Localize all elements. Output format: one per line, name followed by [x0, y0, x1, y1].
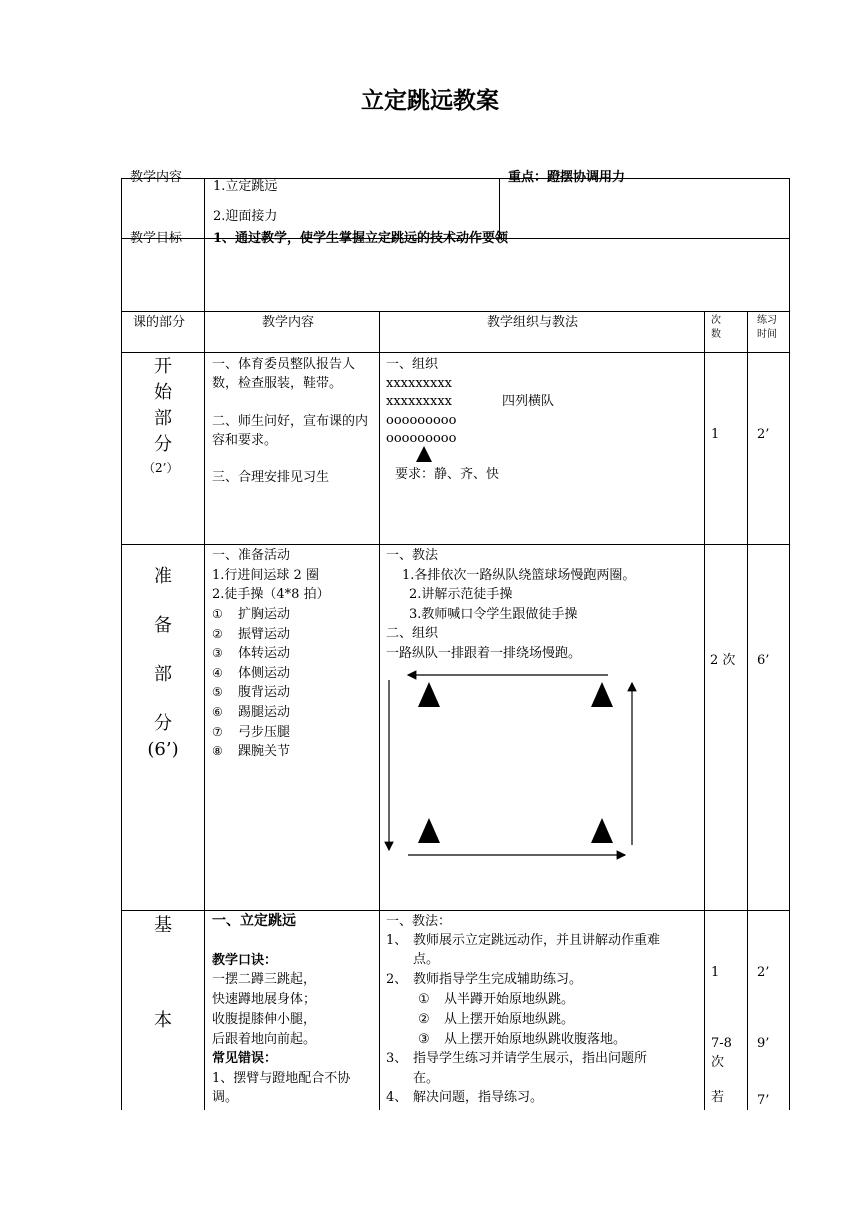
prep-method-3: 2.讲解示范徒手操 [409, 587, 513, 602]
start-part-char-1: 开 [154, 356, 172, 377]
basic-method-title: 一、教法： [386, 914, 452, 929]
method-sub-text-2: 从上摆开始原地纵跳。 [444, 1012, 575, 1027]
prep-content-3: 2.徒手操（4*8 拍） [212, 587, 330, 602]
exercise-label: 扩胸运动 [238, 607, 291, 622]
content-item-1: 1.立定跳远 [213, 179, 278, 194]
start-org-title: 一、组织 [386, 357, 439, 372]
start-part-char-4: 分 [154, 434, 172, 455]
basic-count-4: 若 [711, 1090, 725, 1105]
chant-line-1: 一摆二蹲三跳起， [212, 972, 317, 987]
header-time-2: 时间 [757, 329, 777, 340]
chant-title: 教学口诀： [212, 953, 278, 968]
formation-row-3: ooooooooo [386, 413, 457, 428]
content-item-2: 2.迎面接力 [213, 209, 278, 224]
method-sub-text-1: 从半蹲开始原地纵跳。 [444, 992, 575, 1007]
goal-label: 教学目标 [130, 231, 183, 246]
method-text-2: 教师指导学生完成辅助练习。 [413, 972, 583, 987]
method-sub-num-2: ② [418, 1012, 430, 1027]
start-content-3: 三、合理安排见习生 [212, 470, 330, 485]
exercise-label: 腹背运动 [238, 685, 291, 700]
start-count: 1 [711, 427, 720, 442]
prep-method-4: 3.教师喊口令学生跟做徒手操 [409, 607, 578, 622]
prep-part-time: (6’) [147, 739, 179, 760]
exercise-number: ⑤ [212, 685, 223, 699]
prep-content-2: 1.行进间运球 2 圈 [212, 568, 319, 583]
exercise-label: 弓步压腿 [238, 725, 291, 740]
prep-part-char-1: 准 [154, 566, 172, 587]
formation-row-1: xxxxxxxxx [386, 376, 452, 391]
prep-method-6: 一路纵队一排跟着一排绕场慢跑。 [386, 646, 582, 661]
method-sub-num-1: ① [418, 992, 430, 1007]
exercise-label: 体侧运动 [238, 666, 291, 681]
prep-method-1: 一、教法 [386, 548, 439, 563]
basic-heading: 一、立定跳远 [212, 913, 296, 929]
method-num-1: 1、 [386, 933, 408, 948]
header-count-2: 数 [711, 329, 721, 340]
start-time: 2’ [757, 427, 770, 442]
error-line-1: 1、摆臂与蹬地配合不协 [212, 1071, 351, 1086]
basic-time-1: 2’ [757, 965, 770, 980]
goal-text: 1、通过教学，使学生掌握立定跳远的技术动作要领 [213, 231, 509, 246]
basic-count-1: 1 [711, 965, 720, 980]
header-part: 课的部分 [133, 315, 186, 330]
exercise-number: ③ [212, 646, 223, 660]
method-sub-num-3: ③ [418, 1032, 430, 1047]
method-cont-1: 点。 [413, 952, 440, 967]
start-part-char-2: 始 [154, 382, 172, 403]
marker-triangle-icon [418, 682, 440, 707]
marker-triangle-icon [591, 682, 613, 707]
prep-method-5: 二、组织 [386, 626, 439, 641]
prep-time: 6’ [757, 653, 770, 668]
basic-time-2: 9’ [757, 1036, 770, 1051]
basic-time-3: 7’ [757, 1093, 770, 1108]
marker-triangle-icon [418, 818, 440, 843]
start-content-2: 二、师生问好，宣布课的内容和要求。 [212, 414, 369, 448]
basic-part-char-1: 基 [154, 915, 172, 936]
content-label: 教学内容 [130, 170, 183, 185]
method-text-1: 教师展示立定跳远动作，并且讲解动作重难 [413, 933, 661, 948]
exercise-label: 踢腿运动 [238, 705, 291, 720]
header-count-1: 次 [711, 315, 721, 326]
start-requirement: 要求：静、齐、快 [395, 467, 500, 482]
chant-line-3: 收腹提膝伸小腿， [212, 1012, 317, 1027]
exercise-number: ④ [212, 666, 223, 680]
header-content: 教学内容 [262, 315, 315, 330]
prep-count: 2 次 [710, 653, 736, 668]
method-cont-3: 在。 [413, 1071, 440, 1086]
prep-part-char-3: 部 [154, 664, 172, 685]
method-sub-text-3: 从上摆开始原地纵跳收腹落地。 [444, 1032, 627, 1047]
marker-triangle-icon [591, 818, 613, 843]
exercise-number: ⑧ [212, 744, 223, 758]
basic-count-3: 次 [711, 1055, 725, 1070]
exercise-label: 踝腕关节 [238, 744, 291, 759]
exercise-label: 振臂运动 [238, 627, 291, 642]
method-num-2: 2、 [386, 972, 408, 987]
prep-part-char-2: 备 [154, 615, 172, 636]
start-part-char-3: 部 [154, 408, 172, 429]
chant-line-4: 后跟着地向前起。 [212, 1032, 317, 1047]
exercise-number: ② [212, 627, 223, 641]
start-part-time: （2’） [143, 461, 179, 475]
basic-count-2: 7-8 [711, 1036, 732, 1051]
header-time-1: 练习 [757, 315, 777, 326]
method-text-3: 指导学生练习并请学生展示，指出问题所 [413, 1051, 648, 1066]
method-num-3: 3、 [386, 1051, 408, 1066]
formation-row-4: ooooooooo [386, 431, 457, 446]
formation-row-2: xxxxxxxxx [386, 394, 452, 409]
exercise-number: ① [212, 607, 223, 621]
prep-content-1: 一、准备活动 [212, 548, 291, 563]
formation-label: 四列横队 [502, 394, 555, 409]
errors-title: 常见错误： [212, 1051, 278, 1066]
prep-method-2: 1.各排依次一路纵队绕篮球场慢跑两圈。 [402, 568, 636, 583]
document-title: 立定跳远教案 [361, 88, 499, 114]
method-num-4: 4、 [386, 1090, 408, 1105]
chant-line-2: 快速蹲地展身体； [212, 992, 317, 1007]
focus-label: 重点：蹬摆协调用力 [508, 170, 626, 185]
exercise-number: ⑦ [212, 725, 223, 739]
exercise-number: ⑥ [212, 705, 223, 719]
exercise-label: 体转运动 [238, 646, 291, 661]
method-text-4: 解决问题，指导练习。 [413, 1090, 544, 1105]
error-line-2: 调。 [212, 1090, 239, 1105]
basic-part-char-2: 本 [154, 1010, 172, 1031]
header-method: 教学组织与教法 [487, 315, 579, 330]
start-content-1: 一、体育委员整队报告人数，检查服装，鞋带。 [212, 357, 356, 391]
prep-part-char-4: 分 [154, 713, 172, 734]
